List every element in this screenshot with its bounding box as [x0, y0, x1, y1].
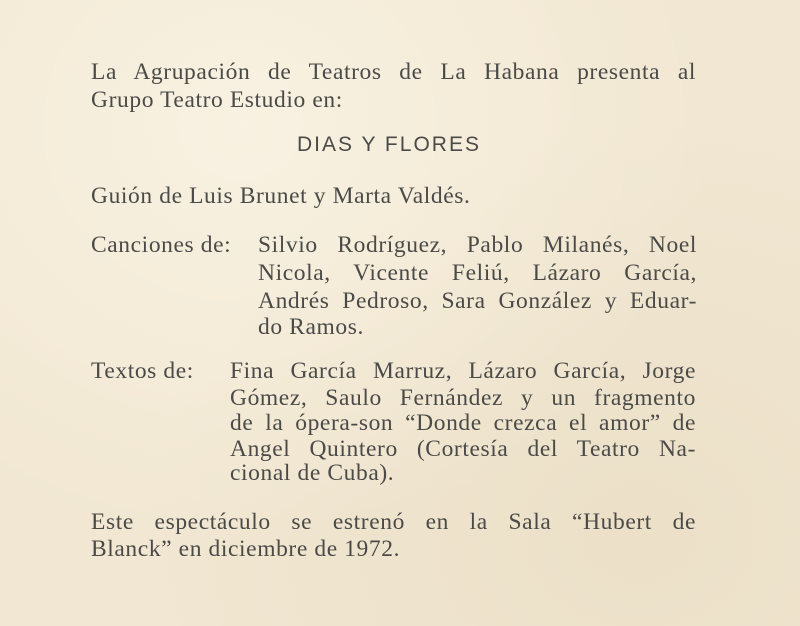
play-title: DIAS Y FLORES: [297, 133, 481, 156]
textos-label: Textos de:: [91, 358, 194, 384]
textos-line-3: de la ópera-son “Donde crezca el amor” de: [230, 410, 696, 436]
textos-line-5: cional de Cuba).: [230, 460, 395, 486]
textos-line-2: Gómez, Saulo Fernández y un fragmento: [230, 385, 696, 411]
canciones-line-3: Andrés Pedroso, Sara González y Eduar-: [258, 288, 697, 314]
intro-line-2: Grupo Teatro Estudio en:: [91, 87, 343, 113]
canciones-line-2: Nicola, Vicente Feliú, Lázaro García,: [258, 260, 697, 286]
canciones-line-1: Silvio Rodríguez, Pablo Milanés, Noel: [258, 232, 697, 258]
canciones-line-4: do Ramos.: [258, 314, 364, 340]
intro-line-1: La Agrupación de Teatros de La Habana presenta al: [91, 59, 696, 85]
canciones-label: Canciones de:: [91, 232, 232, 258]
textos-line-1: Fina García Marruz, Lázaro García, Jorge: [230, 358, 696, 384]
estreno-line-1: Este espectáculo se estrenó en la Sala “Hubert de: [91, 509, 696, 535]
estreno-line-2: Blanck” en diciembre de 1972.: [91, 536, 401, 562]
guion-credit: Guión de Luis Brunet y Marta Valdés.: [91, 183, 471, 209]
textos-line-4: Angel Quintero (Cortesía del Teatro Na-: [230, 436, 696, 462]
